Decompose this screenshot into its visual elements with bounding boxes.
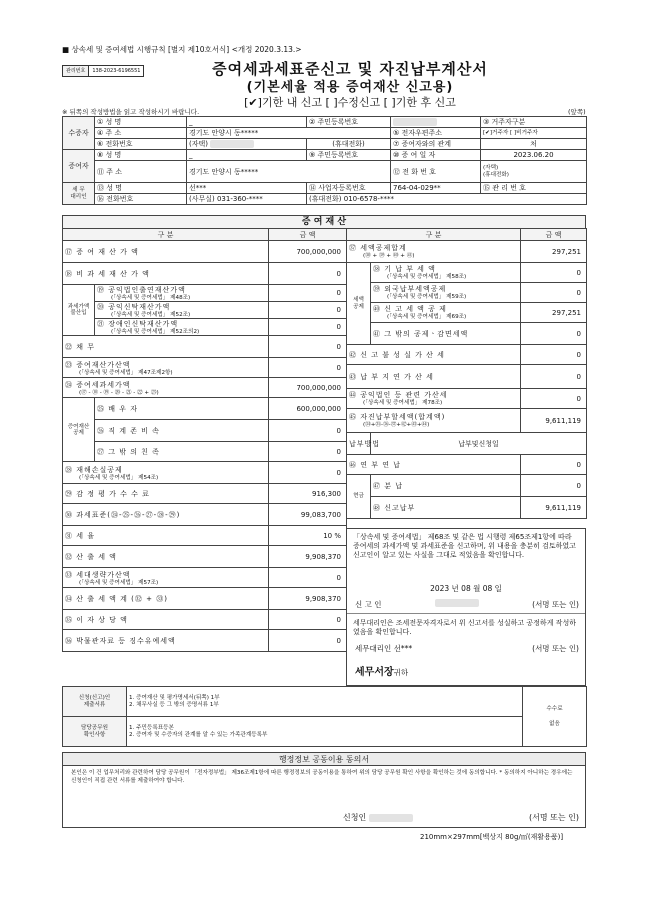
- left-item-amount[interactable]: 0: [269, 319, 347, 336]
- right-row: [347, 433, 587, 455]
- left-item-label: [95, 285, 269, 302]
- left-item-subtext: (「상속세 및 증여세법」 제52조의2): [111, 329, 200, 336]
- left-row: [63, 302, 347, 319]
- right-row: [347, 475, 587, 497]
- right-row: [347, 323, 587, 345]
- right-item-text: ㊻ 연 부 연 납: [349, 460, 401, 469]
- donee-rrn-label: ② 주민등록번호: [307, 117, 391, 128]
- right-item-amount[interactable]: 0: [521, 283, 587, 303]
- submit-docs-label: 신청(신고)인 제출서류: [63, 687, 127, 717]
- right-item-label: [347, 389, 521, 409]
- right-group-label: 세액 공제: [347, 263, 371, 345]
- left-item-label: [95, 302, 269, 319]
- left-item-amount[interactable]: 9,908,370: [269, 588, 347, 610]
- left-item-text: ㉜ 산 출 세 액: [65, 552, 117, 561]
- right-item-amount[interactable]: 0: [521, 455, 587, 475]
- declaration-text: 「상속세 및 증여세법」 제68조 및 같은 법 시행령 제65조제1항에 따라 증여세의 과세가액 및 과세표준을 신고하며, 위 내용을 충분히 검토하였고 신고인이 알고 있는 사실을 그대로 적었음을 확인합니다.: [353, 533, 576, 560]
- col-amount-header: 금 액: [269, 229, 347, 241]
- official-check-item: 2. 증여자 및 수증자의 관계를 알 수 있는 가족관계등록부: [129, 731, 268, 738]
- left-item-label: [95, 420, 269, 442]
- filer-signature[interactable]: [435, 599, 479, 607]
- agent-name-label: ⑬ 성 명: [95, 183, 187, 194]
- left-item-text: ㉗ 그 밖 의 친 족: [97, 447, 160, 456]
- left-item-amount[interactable]: 9,908,370: [269, 546, 347, 568]
- left-item-amount[interactable]: 99,083,700: [269, 504, 347, 526]
- right-item-label: [347, 455, 521, 475]
- right-item-subtext: (「상속세 및 증여세법」 제78조): [363, 400, 443, 407]
- consent-heading: 행정정보 공동이용 동의서: [62, 752, 586, 766]
- left-item-subtext: (「상속세 및 증여세법」 제54조): [79, 474, 159, 481]
- left-row: [63, 285, 347, 302]
- agent-phone-office[interactable]: (사무실) 031-360-****: [187, 194, 307, 205]
- attachments-table: [62, 686, 587, 747]
- left-row: [63, 462, 347, 484]
- right-item-label: [347, 365, 521, 389]
- left-item-label: [95, 442, 269, 462]
- consent-text: 본인은 이 건 업무처리와 관련하여 담당 공무원이 「전자정부법」 제36조제1항에 따른 행정정보의 공동이용을 통하여 위의 담당 공무원 확인 사항을 확인하는 것에 동의합니다. * 동의하지 아니하는 경우에는 신청인이 직접 관련 서류를 제출하여야 합니다.: [71, 770, 573, 784]
- left-row: [63, 398, 347, 420]
- donor-name-label: ⑧ 성 명: [95, 150, 187, 161]
- left-item-subtext: (⑰ - ⑱ - ⑲ - ⑳ - ㉑ - ㉒ + ㉓): [79, 389, 159, 396]
- left-item-label: [63, 241, 269, 263]
- agent-phone-mobile[interactable]: (휴대전화) 010-6578-****: [307, 194, 587, 205]
- official-check-items: [127, 717, 523, 747]
- left-row: [63, 442, 347, 462]
- right-item-amount[interactable]: 297,251: [521, 241, 587, 263]
- divider: [347, 613, 585, 614]
- gift-calc-right: [346, 228, 587, 519]
- agent-sign-label-text: 세무대리인: [355, 644, 392, 653]
- donee-name-label: ① 성 명: [95, 117, 187, 128]
- donee-rrn[interactable]: [391, 117, 481, 128]
- donee-phone-label: ⑥ 전화번호: [95, 139, 187, 150]
- right-payment-date-label: 납부및신청일: [371, 433, 587, 455]
- right-row: [347, 455, 587, 475]
- left-item-text: ⑳ 공익신탁재산가액: [97, 303, 171, 312]
- right-item-label: [371, 303, 521, 323]
- left-item-text: ㉚ 과세표준(㉔-㉕-㉖-㉗-㉘-㉙): [65, 510, 181, 519]
- redacted-value: [393, 118, 437, 126]
- filer-sign-note: (서명 또는 인): [532, 600, 579, 609]
- right-item-amount[interactable]: 0: [521, 345, 587, 365]
- right-item-text: ㊴ 외국납부세액공제: [373, 285, 447, 294]
- left-row: [63, 526, 347, 546]
- donor-address-label: ⑪ 주 소: [95, 161, 187, 183]
- left-item-label: [63, 526, 269, 546]
- right-item-amount[interactable]: 0: [521, 389, 587, 409]
- gift-property-heading: 증 여 재 산: [62, 215, 586, 228]
- left-item-text: ㉝ 세대생략가산액: [65, 570, 131, 579]
- right-item-label: [347, 241, 521, 263]
- right-item-text: ㊸ 납 부 지 연 가 산 세: [349, 372, 434, 381]
- right-item-amount[interactable]: 297,251: [521, 303, 587, 323]
- right-row: [347, 303, 587, 323]
- form-subtitle: (기본세율 적용 증여재산 신고용): [246, 80, 454, 95]
- left-item-text: ㉒ 채 무: [65, 342, 95, 351]
- left-item-label: [95, 319, 269, 336]
- agent-sign-name: 선***: [393, 644, 413, 653]
- left-item-amount[interactable]: 0: [269, 568, 347, 588]
- right-item-label: [371, 475, 521, 497]
- right-item-text: ㊹ 공익법인 등 관련 가산세: [349, 391, 448, 400]
- fee-label: 수수료: [546, 706, 563, 713]
- left-row: [63, 504, 347, 526]
- tax-office-name: 세무서장: [355, 667, 394, 678]
- left-row: [63, 378, 347, 398]
- right-item-label: [371, 323, 521, 345]
- left-item-amount[interactable]: 0: [269, 336, 347, 358]
- left-item-text: ㊱ 박물관자료 등 징수유예세액: [65, 636, 176, 645]
- right-item-label: [347, 433, 381, 455]
- agent-declaration-text: 세무대리인은 조세전문자격자로서 위 신고서를 성실하고 공정하게 작성하였음을 확인합니다.: [353, 619, 576, 637]
- left-row: [63, 588, 347, 610]
- left-item-text: ㉞ 산 출 세 액 계 (㉜ + ㉝): [65, 594, 168, 603]
- right-item-label: [371, 263, 521, 283]
- addressee: [355, 663, 408, 678]
- consent-sign-row: [343, 812, 579, 823]
- donee-name[interactable]: _: [187, 117, 307, 128]
- donee-phone-home[interactable]: [187, 139, 307, 150]
- submit-doc-item: 2. 채무사실 등 그 밖의 증명서류 1부: [129, 701, 219, 708]
- residency-label: ③ 거주자구분: [483, 118, 526, 126]
- agent-sign-note: (서명 또는 인): [532, 644, 579, 653]
- agent-mgmt-label: ⑮ 관 리 번 호: [481, 183, 587, 194]
- right-group-label: 현금: [347, 475, 371, 519]
- left-row: [63, 610, 347, 630]
- left-item-text: ㉖ 직 계 존 비 속: [97, 426, 160, 435]
- email-label: ⑤ 전자우편주소: [391, 128, 481, 139]
- col-item-header: 구 분: [63, 229, 269, 241]
- right-item-text: ㊲ 세액공제합계: [349, 244, 407, 253]
- left-item-amount[interactable]: 700,000,000: [269, 378, 347, 398]
- donor-address[interactable]: 경기도 안양시 동*****: [187, 161, 391, 183]
- donee-phone-mobile[interactable]: (휴대전화): [307, 139, 391, 150]
- phone-home-tag: (자택): [189, 140, 208, 148]
- left-item-text: ㉓ 증여재산가산액: [65, 360, 131, 369]
- right-item-text: ㊳ 기 납 부 세 액: [373, 265, 436, 274]
- left-item-label: [63, 378, 269, 398]
- gift-date[interactable]: 2023.06.20: [481, 150, 587, 161]
- agent-sign-row: [355, 643, 579, 654]
- left-item-text: ⑲ 공익법인출연재산가액: [97, 286, 186, 294]
- page-side: (앞쪽): [568, 108, 586, 116]
- left-item-amount[interactable]: 0: [269, 630, 347, 652]
- col-amount-header-right: 금 액: [521, 229, 587, 241]
- left-item-amount[interactable]: 600,000,000: [269, 398, 347, 420]
- left-item-subtext: (「상속세 및 증여세법」 제47조제2항): [79, 369, 173, 376]
- agent-sign-label: [355, 643, 412, 654]
- left-row: [63, 358, 347, 378]
- redacted-value: [210, 140, 254, 148]
- left-row: [63, 630, 347, 652]
- form-title: 증여세과세표준신고 및 자진납부계산서: [212, 60, 488, 78]
- residency-type: [481, 117, 587, 128]
- left-row: [63, 336, 347, 358]
- donee-address[interactable]: 경기도 안양시 동*****: [187, 128, 391, 139]
- left-row: [63, 420, 347, 442]
- consent-signer-label: 신청인: [343, 813, 367, 822]
- right-row: [347, 241, 587, 263]
- paper-spec: 210mm×297mm[백상지 80g/㎡(재활용품)]: [420, 833, 564, 841]
- right-item-text: ㊽ 신고납부: [373, 503, 416, 512]
- consent-sign-note: (서명 또는 인): [529, 813, 579, 822]
- donor-phone-label: ⑫ 전 화 번 호: [391, 161, 481, 183]
- right-row: [347, 283, 587, 303]
- left-item-label: [63, 263, 269, 285]
- right-row: [347, 345, 587, 365]
- left-item-label: [63, 546, 269, 568]
- left-item-amount[interactable]: 0: [269, 263, 347, 285]
- right-item-text: ㊼ 분 납: [373, 481, 403, 490]
- management-number-box: [62, 65, 144, 77]
- left-item-subtext: (「상속세 및 증여세법」 제52조): [111, 312, 191, 319]
- left-row: [63, 568, 347, 588]
- gift-calc-left: [62, 228, 347, 652]
- agent-phone-label: ⑯ 전화번호: [95, 194, 187, 205]
- right-item-text: ㊵ 신 고 세 액 공 제: [373, 305, 447, 314]
- agent-bizno[interactable]: 764-04-029**: [391, 183, 481, 194]
- left-item-amount[interactable]: 0: [269, 610, 347, 630]
- left-item-label: [63, 484, 269, 504]
- official-check-label: 담당공무원 확인사항: [63, 717, 127, 747]
- left-item-label: [63, 462, 269, 484]
- col-item-header-right: 구 분: [347, 229, 521, 241]
- left-group-label: 과세가액 불산입: [63, 285, 95, 336]
- left-row: [63, 241, 347, 263]
- right-item-label: [347, 409, 521, 433]
- official-check-item: 1. 주민등록표등본: [129, 725, 174, 732]
- phone-mobile-tag: (휴대전화): [483, 171, 509, 178]
- left-item-amount[interactable]: 0: [269, 420, 347, 442]
- left-item-label: [63, 336, 269, 358]
- right-item-text: 납부방법: [349, 439, 381, 448]
- left-item-text: ㉕ 배 우 자: [97, 404, 138, 413]
- left-item-label: [63, 568, 269, 588]
- left-item-text: ㉟ 이 자 상 당 액: [65, 615, 128, 624]
- agent-bizno-label: ⑭ 사업자등록번호: [307, 183, 391, 194]
- relation-label: ⑦ 증여자와의 관계: [391, 139, 481, 150]
- submit-doc-item: 1. 증여재산 및 평가명세서(뒤쪽) 1부: [129, 695, 220, 702]
- management-number-label: 관리번호: [63, 66, 89, 76]
- right-row: [347, 365, 587, 389]
- right-item-amount[interactable]: 0: [521, 263, 587, 283]
- donee-section-label: 수증자: [63, 117, 95, 150]
- left-item-text: ㉛ 세 율: [65, 531, 95, 540]
- donor-rrn-label: ⑨ 주민등록번호: [307, 150, 391, 161]
- left-item-text: ㉑ 장애인신탁재산가액: [97, 320, 179, 329]
- left-row: [63, 546, 347, 568]
- filer-row: [355, 599, 579, 610]
- left-group-label: 증여재산공제: [63, 398, 95, 462]
- left-item-amount[interactable]: 0: [269, 442, 347, 462]
- donor-phone[interactable]: [481, 161, 587, 183]
- left-item-amount[interactable]: 700,000,000: [269, 241, 347, 263]
- left-item-text: ⑰ 증 여 재 산 가 액: [65, 247, 139, 256]
- left-item-label: [63, 630, 269, 652]
- right-item-text: ㊷ 신 고 불 성 실 가 산 세: [349, 350, 445, 359]
- right-item-subtext: (㉞+㉟-㊱-㊲+㊷+㊸+㊹): [363, 422, 430, 429]
- left-item-text: ㉘ 재해손실공제: [65, 465, 123, 474]
- right-item-amount[interactable]: 0: [521, 365, 587, 389]
- right-row: [347, 263, 587, 283]
- right-item-subtext: (㊳ + ㊴ + ㊵ + ㊶): [363, 253, 415, 260]
- addressee-suffix: 귀하: [393, 668, 409, 677]
- consent-signature[interactable]: [369, 814, 413, 822]
- right-item-label: [371, 283, 521, 303]
- fee-cell: [523, 687, 587, 747]
- fee-value: 없음: [549, 720, 560, 727]
- left-item-amount[interactable]: 0: [269, 285, 347, 302]
- left-row: [63, 263, 347, 285]
- party-info-table: [62, 116, 587, 205]
- rule-reference: ■ 상속세 및 증여세법 시행규칙 [별지 제10호서식] <개정 2020.3.13.>: [62, 45, 302, 54]
- right-row: [347, 389, 587, 409]
- donor-name[interactable]: _: [187, 150, 307, 161]
- left-item-label: [63, 504, 269, 526]
- instruction-note: ※ 뒤쪽의 작성방법을 읽고 작성하시기 바랍니다.: [62, 108, 200, 116]
- right-item-label: [371, 497, 521, 519]
- left-row: [63, 484, 347, 504]
- submit-docs: [127, 687, 523, 717]
- management-number: 138-2023-6196551: [92, 68, 141, 74]
- filing-type-checkboxes[interactable]: [✔]기한 내 신고 [ ]수정신고 [ ]기한 후 신고: [244, 96, 456, 109]
- filer-label: 신 고 인: [355, 600, 382, 609]
- left-item-amount[interactable]: 0: [269, 462, 347, 484]
- left-item-text: ㉙ 감 정 평 가 수 수 료: [65, 489, 150, 498]
- right-item-amount[interactable]: 0: [521, 475, 587, 497]
- left-item-amount[interactable]: 10 %: [269, 526, 347, 546]
- left-item-amount[interactable]: 916,300: [269, 484, 347, 504]
- left-item-label: [63, 610, 269, 630]
- gift-date-label: ⑩ 증 여 일 자: [391, 150, 481, 161]
- left-item-label: [95, 398, 269, 420]
- agent-name[interactable]: 선***: [187, 183, 307, 194]
- residency-checkbox[interactable]: [✔]거주자 [ ]비거주자: [481, 128, 587, 139]
- donor-section-label: 증여자: [63, 150, 95, 183]
- left-item-text: ⑱ 비 과 세 재 산 가 액: [65, 269, 150, 278]
- right-item-amount[interactable]: 9,611,119: [521, 497, 587, 519]
- relation-value[interactable]: 처: [481, 139, 587, 150]
- left-item-label: [63, 358, 269, 378]
- right-row: [347, 497, 587, 519]
- agent-section-label: 세 무 대리인: [63, 183, 95, 205]
- left-item-label: [63, 588, 269, 610]
- consent-box: [62, 766, 586, 828]
- left-item-amount[interactable]: 0: [269, 358, 347, 378]
- left-item-text: ㉔ 증여세과세가액: [65, 380, 131, 389]
- right-item-text: ㊶ 그 밖의 공제ㆍ감면세액: [373, 329, 469, 338]
- phone-home-tag: (자택): [483, 165, 499, 172]
- donee-address-label: ④ 주 소: [95, 128, 187, 139]
- left-item-amount[interactable]: 0: [269, 302, 347, 319]
- right-item-label: [347, 345, 521, 365]
- left-item-subtext: (「상속세 및 증여세법」 제57조): [79, 579, 159, 586]
- left-row: [63, 319, 347, 336]
- right-item-text: ㊺ 자진납부할세액(합계액): [349, 413, 446, 422]
- right-item-subtext: (「상속세 및 증여세법」 제69조): [387, 314, 467, 321]
- right-item-subtext: (「상속세 및 증여세법」 제59조): [387, 294, 467, 301]
- right-item-amount[interactable]: 9,611,119: [521, 409, 587, 433]
- right-row: [347, 409, 587, 433]
- declaration-box: [346, 528, 586, 686]
- right-item-amount[interactable]: 0: [521, 323, 587, 345]
- right-item-subtext: (「상속세 및 증여세법」 제58조): [387, 274, 467, 281]
- left-item-subtext: (「상속세 및 증여세법」 제48조): [111, 295, 191, 301]
- declaration-date: 2023 년 08 월 08 일: [430, 584, 502, 593]
